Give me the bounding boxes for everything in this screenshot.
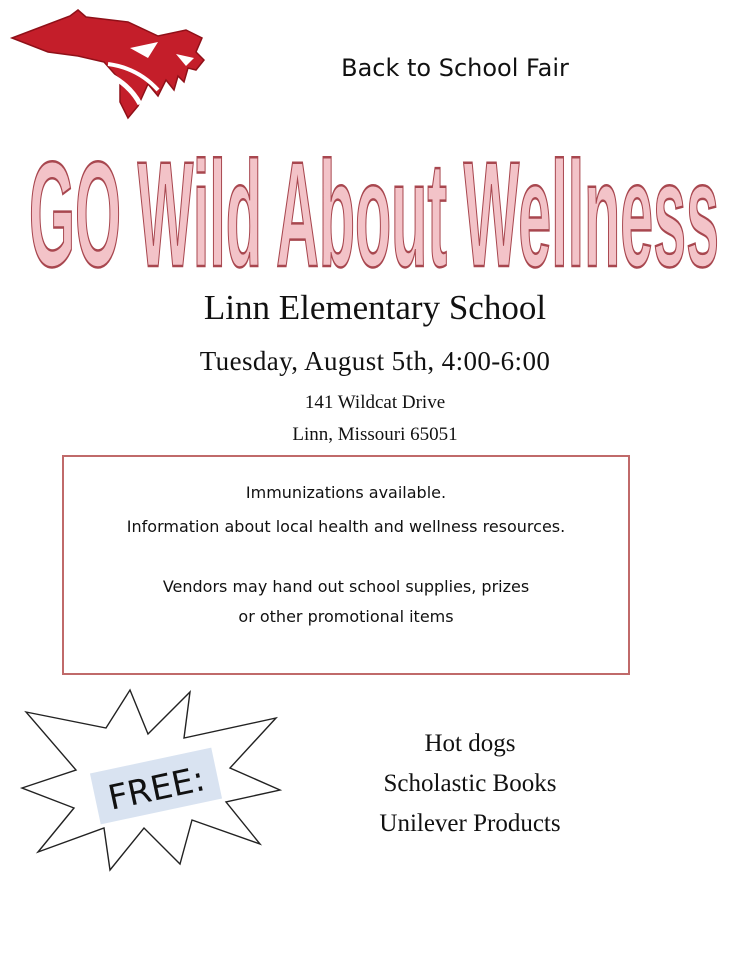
info-line-immunizations: Immunizations available. bbox=[245, 483, 447, 502]
address-city: Linn, Missouri 65051 bbox=[292, 424, 458, 445]
event-kicker: Back to School Fair bbox=[341, 54, 569, 82]
event-date-time: Tuesday, August 5th, 4:00-6:00 bbox=[199, 346, 551, 376]
headline-text: GO Wild About Wellness bbox=[29, 130, 719, 298]
school-name: Linn Elementary School bbox=[203, 288, 547, 327]
info-line-promotional: or other promotional items bbox=[238, 607, 454, 626]
free-item: Unilever Products bbox=[379, 810, 561, 837]
wildcat-head-icon bbox=[8, 8, 208, 120]
address-street: 141 Wildcat Drive bbox=[304, 392, 446, 413]
info-box bbox=[62, 455, 630, 675]
free-badge-label: FREE: bbox=[104, 759, 209, 819]
free-item: Scholastic Books bbox=[383, 770, 557, 797]
info-line-resources: Information about local health and wellness resources. bbox=[126, 517, 566, 536]
free-starburst bbox=[14, 684, 294, 874]
free-items-list bbox=[340, 724, 600, 844]
free-item: Hot dogs bbox=[424, 730, 516, 757]
headline bbox=[24, 108, 724, 308]
info-line-vendors: Vendors may hand out school supplies, prizes bbox=[162, 577, 530, 596]
